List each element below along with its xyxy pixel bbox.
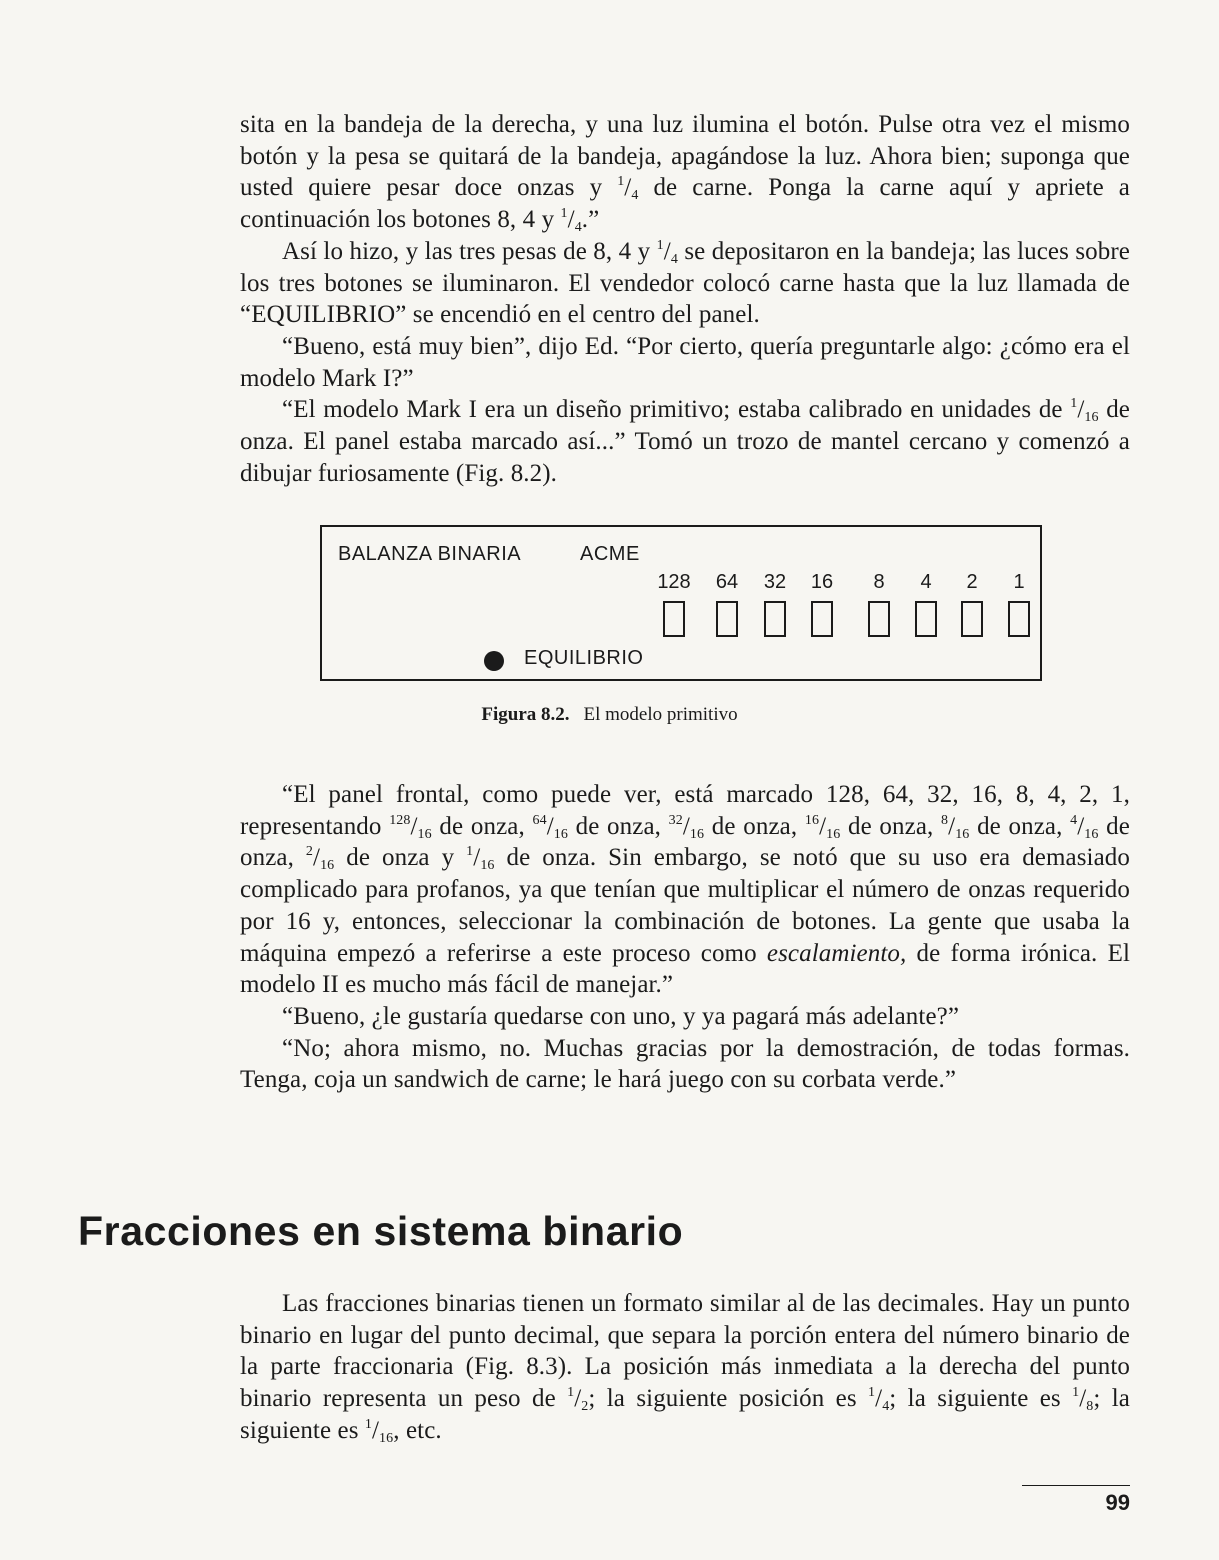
paragraph <box>240 779 1130 1001</box>
text-run: ; la siguiente es <box>240 1385 1130 1444</box>
fraction-denominator: 16 <box>379 1430 394 1446</box>
paragraph <box>240 1033 1130 1096</box>
fraction-denominator: 16 <box>689 826 705 842</box>
fraction-denominator: 16 <box>1084 410 1099 426</box>
fraction: $^1/_4$ <box>656 237 678 267</box>
text-run: , etc. <box>393 1416 442 1444</box>
text-run: de carne. Ponga la carne aquí y apriete a continuación los botones 8, 4 y <box>240 174 1130 234</box>
equilibrium-light-icon <box>484 651 504 671</box>
text-run: de onza y <box>334 844 467 872</box>
fraction-numerator: 128 <box>389 812 411 828</box>
text-block-middle <box>240 779 1130 1096</box>
paragraph <box>240 331 1130 394</box>
caption-text: El modelo primitivo <box>583 704 738 725</box>
equilibrium-label: EQUILIBRIO <box>524 647 644 669</box>
fraction: $^2/_{16}$ <box>305 844 335 874</box>
weight-label: 16 <box>810 571 834 593</box>
weight-button[interactable] <box>663 601 685 637</box>
fraction-denominator: 16 <box>955 826 970 842</box>
fraction: $^{64}/_{16}$ <box>532 812 568 842</box>
fraction: $^1/_8$ <box>1072 1385 1094 1415</box>
weight-label: 64 <box>715 571 739 593</box>
text-run: de onza, <box>704 812 805 840</box>
fraction: $^1/_4$ <box>617 174 639 204</box>
fraction-denominator: 16 <box>826 826 841 842</box>
text-run: Así lo hizo, y las tres pesas de 8, 4 y <box>282 237 657 265</box>
fraction-numerator: 1 <box>656 237 664 253</box>
paragraph <box>240 1288 1130 1447</box>
fraction-numerator: 16 <box>804 812 820 828</box>
text-run: de onza, <box>840 812 942 840</box>
text-run: “Bueno, ¿le gustaría quedarse con uno, y ya pagará más adelante?” <box>282 1002 960 1030</box>
weight-label: 8 <box>873 571 885 593</box>
fraction-numerator: 4 <box>1070 812 1078 828</box>
fraction-numerator: 1 <box>868 1385 876 1401</box>
fraction: $^1/_{16}$ <box>364 1416 394 1446</box>
paragraph <box>240 1001 1130 1033</box>
fraction-denominator: 16 <box>553 826 568 842</box>
text-run: de onza, <box>431 812 533 840</box>
fraction-numerator: 2 <box>305 844 314 860</box>
fraction-numerator: 1 <box>560 206 568 222</box>
binary-scale-panel <box>320 525 1042 681</box>
fraction-denominator: 4 <box>574 220 582 236</box>
fraction: $^1/_4$ <box>560 206 582 236</box>
text-run: ; la siguiente es <box>889 1385 1073 1413</box>
weight-button[interactable] <box>764 601 786 637</box>
text-run: sita en la bandeja de la derecha, y una luz ilumina el botón. Pulse otra vez el mismo botón y la pesa se quitará de la bandeja, apagándose la luz. Ahora bien; suponga que usted quiere pesar doce onzas y <box>240 111 1130 202</box>
text-run: “El modelo Mark I era un diseño primitivo; estaba calibrado en unidades de <box>282 396 1071 424</box>
weight-button[interactable] <box>915 601 937 637</box>
fraction-denominator: 16 <box>417 826 432 842</box>
caption-label: Figura 8.2. <box>481 704 570 725</box>
fraction: $^{32}/_{16}$ <box>668 812 705 842</box>
text-run: se depositaron en la bandeja; las luces sobre los tres botones se iluminaron. El vendedor colocó carne hasta que la luz llamada de “EQUILIBRIO” se encendió en el centro del panel. <box>240 237 1130 329</box>
fraction-denominator: 16 <box>320 858 335 874</box>
page-number: 99 <box>1105 1490 1130 1515</box>
fraction: $^8/_{16}$ <box>941 812 970 842</box>
text-run: de onza. El panel estaba marcado así...” Tomó un trozo de mantel cercano y comenzó a dibujar furiosamente (Fig. 8.2). <box>240 396 1131 487</box>
text-block-bottom <box>240 1288 1130 1447</box>
fraction: $^{16}/_{16}$ <box>804 812 841 842</box>
text-run: de onza, <box>567 812 669 840</box>
fraction: $^1/_2$ <box>567 1385 589 1415</box>
text-run: Las fracciones binarias tienen un formato similar al de las decimales. Hay un punto binario en lugar del punto decimal, que separa la porción entera del número binario de la parte fraccionaria (Fig. 8.3). La posición más inmediata a la derecha del punto binario representa un peso de <box>240 1290 1130 1413</box>
text-run: de onza. Sin embargo, se notó que su uso era demasiado complicado para profanos, ya que tenían que multiplicar el número de onzas requerido por 16 y, entonces, seleccionar la combinación de botones. La gente que usaba la máquina empezó a referirse a este proceso como <box>240 844 1130 967</box>
text-run: de onza, <box>969 812 1071 840</box>
weight-button[interactable] <box>811 601 833 637</box>
fraction: $^1/_4$ <box>868 1385 890 1415</box>
weight-button[interactable] <box>1008 601 1030 637</box>
italic-term: escalamiento, <box>766 939 907 967</box>
text-run: “No; ahora mismo, no. Muchas gracias por la demostración, de todas formas. Tenga, coja un sandwich de carne; le hará juego con su corbata verde.” <box>240 1034 1130 1094</box>
panel-brand: ACME <box>580 543 640 565</box>
panel-title: BALANZA BINARIA <box>338 543 522 565</box>
fraction-numerator: 1 <box>1072 1385 1080 1401</box>
fraction-denominator: 2 <box>581 1399 589 1415</box>
fraction-denominator: 8 <box>1086 1399 1094 1415</box>
fraction: $^4/_{16}$ <box>1070 812 1099 842</box>
text-run: .” <box>581 206 600 234</box>
paragraph <box>240 109 1130 236</box>
weight-button[interactable] <box>868 601 890 637</box>
fraction: $^1/_{16}$ <box>1070 396 1099 426</box>
text-run: de onza, <box>240 812 1130 872</box>
weight-label: 32 <box>763 571 787 593</box>
fraction-numerator: 1 <box>466 844 474 860</box>
fraction-numerator: 1 <box>567 1385 575 1401</box>
footer-rule <box>1022 1485 1130 1486</box>
weight-button[interactable] <box>716 601 738 637</box>
section-heading: Fracciones en sistema binario <box>78 1208 684 1254</box>
fraction-numerator: 32 <box>668 812 683 828</box>
fraction-numerator: 1 <box>1070 396 1078 412</box>
text-run: ; la siguiente posición es <box>588 1385 869 1413</box>
fraction-numerator: 64 <box>532 812 547 828</box>
fraction-numerator: 1 <box>364 1416 372 1432</box>
fraction: $^{128}/_{16}$ <box>389 812 432 842</box>
weight-label: 1 <box>1013 571 1025 593</box>
paragraph <box>240 236 1130 331</box>
weight-button[interactable] <box>961 601 983 637</box>
fraction: $^1/_{16}$ <box>466 844 495 874</box>
fraction-denominator: 16 <box>1084 826 1099 842</box>
paragraph <box>240 394 1130 489</box>
weight-label: 2 <box>966 571 978 593</box>
text-run: “El panel frontal, como puede ver, está marcado 128, 64, 32, 16, 8, 4, 2, 1, representando <box>240 781 1130 840</box>
fraction-denominator: 16 <box>480 858 495 874</box>
fraction-denominator: 4 <box>882 1399 890 1415</box>
figure-caption <box>0 704 1219 726</box>
fraction-denominator: 4 <box>670 251 678 267</box>
text-run: “Bueno, está muy bien”, dijo Ed. “Por cierto, quería preguntarle algo: ¿cómo era el modelo Mark I?” <box>240 332 1130 392</box>
text-block-top <box>240 109 1130 489</box>
weight-label: 128 <box>657 571 691 593</box>
fraction-numerator: 8 <box>941 812 949 828</box>
fraction-numerator: 1 <box>617 174 625 190</box>
fraction-denominator: 4 <box>631 188 639 204</box>
weight-label: 4 <box>920 571 932 593</box>
text-run: de forma irónica. El modelo II es mucho más fácil de manejar.” <box>240 939 1130 999</box>
